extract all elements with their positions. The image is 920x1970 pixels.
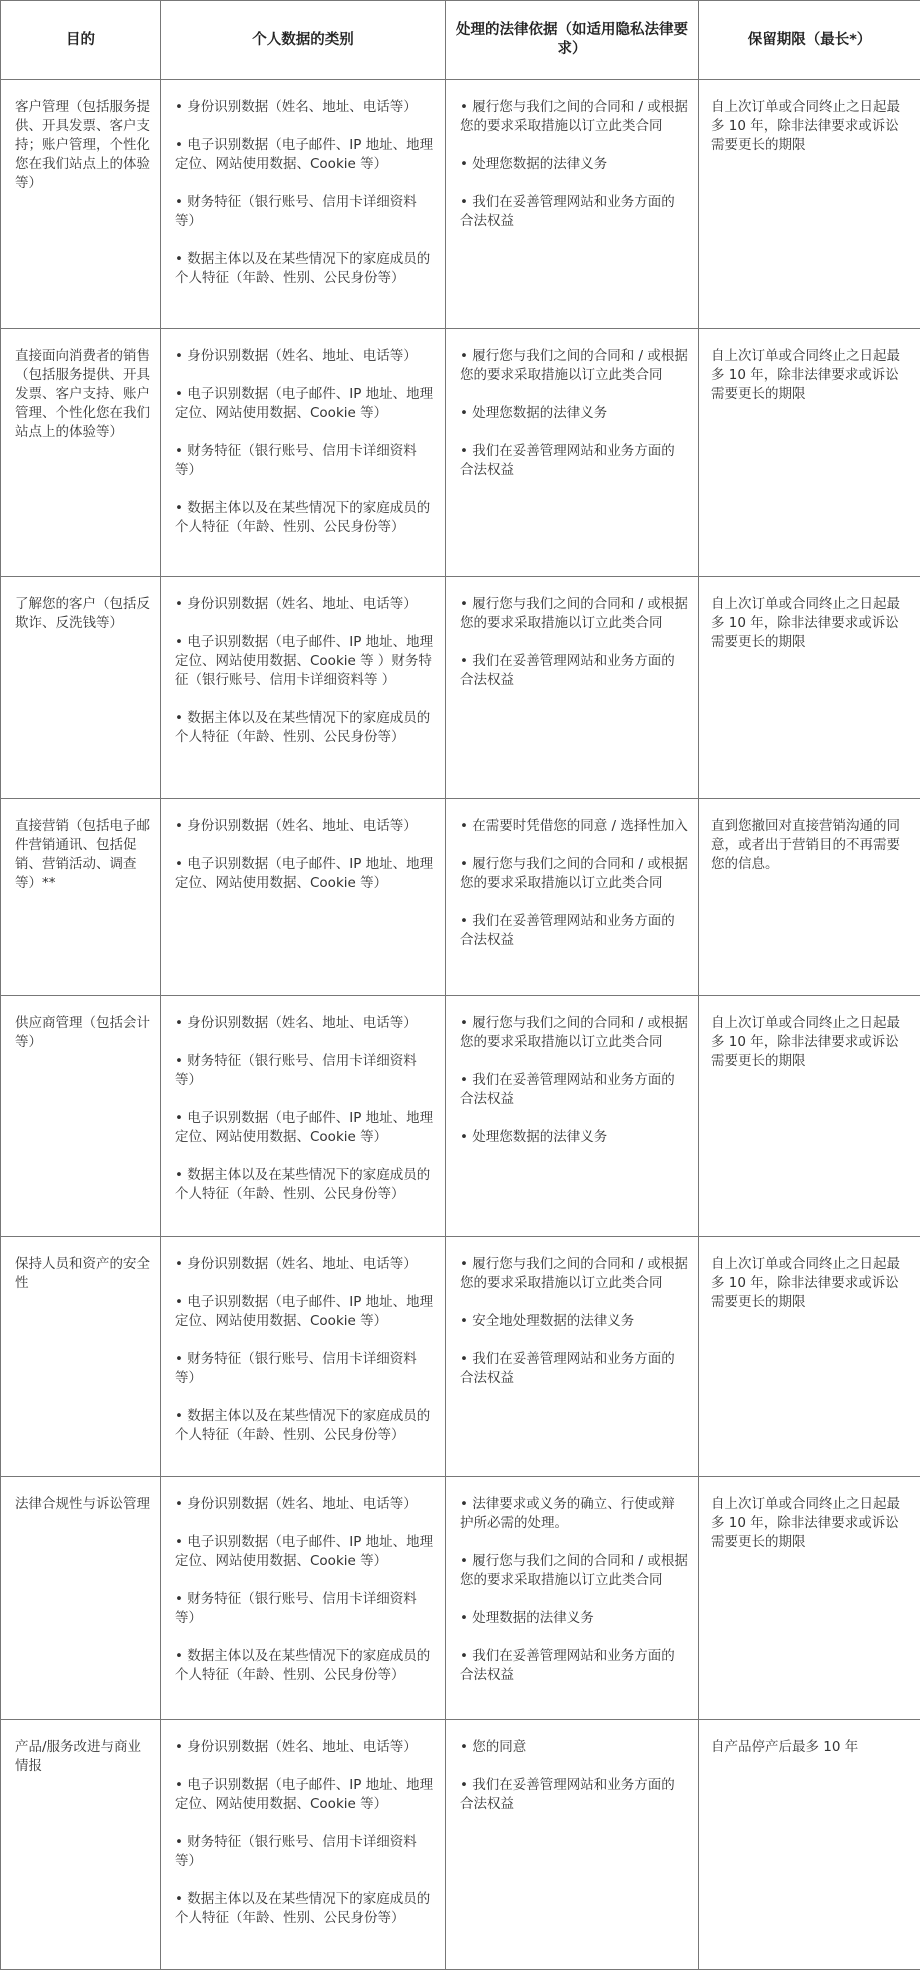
retention-cell: 自上次订单或合同终止之日起最多 10 年，除非法律要求或诉讼需要更长的期限 (699, 1237, 920, 1477)
table-row (1, 1237, 920, 1477)
purpose-cell: 直接面向消费者的销售（包括服务提供、开具发票、客户支持、账户管理、个性化您在我们站点上的体验等） (1, 329, 161, 577)
list-item: • 身份识别数据（姓名、地址、电话等） (175, 1738, 435, 1757)
list-item: • 身份识别数据（姓名、地址、电话等） (175, 1495, 435, 1514)
list-item: • 在需要时凭借您的同意 / 选择性加入 (460, 817, 688, 836)
list-item: • 履行您与我们之间的合同和 / 或根据您的要求采取措施以订立此类合同 (460, 1255, 688, 1293)
retention-cell: 自上次订单或合同终止之日起最多 10 年，除非法律要求或诉讼需要更长的期限 (699, 1477, 920, 1720)
table-header-row (1, 1, 920, 80)
list-item: • 电子识别数据（电子邮件、IP 地址、地理定位、网站使用数据、Cookie 等） (175, 1109, 435, 1147)
legal-basis-cell (446, 577, 699, 799)
list-item: • 处理您数据的法律义务 (460, 404, 688, 423)
purpose-cell: 了解您的客户（包括反欺诈、反洗钱等） (1, 577, 161, 799)
header-retention: 保留期限（最长*） (699, 1, 920, 80)
list-item: • 财务特征（银行账号、信用卡详细资料等） (175, 1590, 435, 1628)
legal-basis-list (460, 817, 688, 950)
list-item: • 身份识别数据（姓名、地址、电话等） (175, 98, 435, 117)
legal-basis-cell (446, 329, 699, 577)
categories-cell (161, 329, 446, 577)
list-item: • 法律要求或义务的确立、行使或辩护所必需的处理。 (460, 1495, 688, 1533)
categories-cell (161, 1237, 446, 1477)
list-item: • 我们在妥善管理网站和业务方面的合法权益 (460, 912, 688, 950)
categories-cell (161, 1720, 446, 1970)
list-item: • 我们在妥善管理网站和业务方面的合法权益 (460, 193, 688, 231)
purpose-cell: 客户管理（包括服务提供、开具发票、客户支持；账户管理，个性化您在我们站点上的体验等） (1, 80, 161, 329)
legal-basis-cell (446, 996, 699, 1237)
list-item: • 电子识别数据（电子邮件、IP 地址、地理定位、网站使用数据、Cookie 等） (175, 1533, 435, 1571)
list-item: • 我们在妥善管理网站和业务方面的合法权益 (460, 1071, 688, 1109)
purpose-cell: 供应商管理（包括会计等） (1, 996, 161, 1237)
list-item: • 电子识别数据（电子邮件、IP 地址、地理定位、网站使用数据、Cookie 等） (175, 385, 435, 423)
list-item: • 数据主体以及在某些情况下的家庭成员的个人特征（年龄、性别、公民身份等） (175, 1647, 435, 1685)
list-item: • 身份识别数据（姓名、地址、电话等） (175, 1014, 435, 1033)
table-row (1, 1720, 920, 1970)
legal-basis-cell (446, 1720, 699, 1970)
purpose-cell: 产品/服务改进与商业情报 (1, 1720, 161, 1970)
legal-basis-list (460, 1738, 688, 1814)
categories-list (175, 1014, 435, 1204)
legal-basis-cell (446, 80, 699, 329)
list-item: • 我们在妥善管理网站和业务方面的合法权益 (460, 1776, 688, 1814)
legal-basis-list (460, 1495, 688, 1685)
legal-basis-cell (446, 1237, 699, 1477)
categories-list (175, 1738, 435, 1928)
table-row (1, 799, 920, 996)
table-row (1, 329, 920, 577)
list-item: • 履行您与我们之间的合同和 / 或根据您的要求采取措施以订立此类合同 (460, 855, 688, 893)
legal-basis-cell (446, 1477, 699, 1720)
list-item: • 我们在妥善管理网站和业务方面的合法权益 (460, 442, 688, 480)
purpose-cell: 保持人员和资产的安全性 (1, 1237, 161, 1477)
list-item: • 我们在妥善管理网站和业务方面的合法权益 (460, 652, 688, 690)
table-row (1, 80, 920, 329)
list-item: • 财务特征（银行账号、信用卡详细资料等） (175, 1052, 435, 1090)
list-item: • 身份识别数据（姓名、地址、电话等） (175, 347, 435, 366)
header-legal-basis: 处理的法律依据（如适用隐私法律要求） (446, 1, 699, 80)
header-purpose: 目的 (1, 1, 161, 80)
list-item: • 履行您与我们之间的合同和 / 或根据您的要求采取措施以订立此类合同 (460, 1014, 688, 1052)
list-item: • 财务特征（银行账号、信用卡详细资料等） (175, 1350, 435, 1388)
list-item: • 履行您与我们之间的合同和 / 或根据您的要求采取措施以订立此类合同 (460, 595, 688, 633)
list-item: • 安全地处理数据的法律义务 (460, 1312, 688, 1331)
list-item: • 电子识别数据（电子邮件、IP 地址、地理定位、网站使用数据、Cookie 等 ）财务特征（银行账号、信用卡详细资料等 ） (175, 633, 435, 690)
categories-list (175, 595, 435, 747)
legal-basis-list (460, 595, 688, 690)
list-item: • 财务特征（银行账号、信用卡详细资料等） (175, 1833, 435, 1871)
categories-list (175, 98, 435, 288)
legal-basis-list (460, 347, 688, 480)
categories-cell (161, 996, 446, 1237)
retention-cell: 自上次订单或合同终止之日起最多 10 年，除非法律要求或诉讼需要更长的期限 (699, 577, 920, 799)
retention-cell: 自上次订单或合同终止之日起最多 10 年，除非法律要求或诉讼需要更长的期限 (699, 329, 920, 577)
categories-cell (161, 80, 446, 329)
categories-cell (161, 577, 446, 799)
list-item: • 数据主体以及在某些情况下的家庭成员的个人特征（年龄、性别、公民身份等） (175, 1407, 435, 1445)
table-row (1, 577, 920, 799)
legal-basis-list (460, 1255, 688, 1388)
purpose-cell: 直接营销（包括电子邮件营销通讯、包括促销、营销活动、调查等）** (1, 799, 161, 996)
list-item: • 我们在妥善管理网站和业务方面的合法权益 (460, 1647, 688, 1685)
list-item: • 数据主体以及在某些情况下的家庭成员的个人特征（年龄、性别、公民身份等） (175, 1166, 435, 1204)
retention-cell: 直到您撤回对直接营销沟通的同意，或者出于营销目的不再需要您的信息。 (699, 799, 920, 996)
categories-list (175, 1255, 435, 1445)
list-item: • 我们在妥善管理网站和业务方面的合法权益 (460, 1350, 688, 1388)
list-item: • 履行您与我们之间的合同和 / 或根据您的要求采取措施以订立此类合同 (460, 1552, 688, 1590)
list-item: • 处理您数据的法律义务 (460, 1128, 688, 1147)
legal-basis-cell (446, 799, 699, 996)
legal-basis-list (460, 1014, 688, 1147)
list-item: • 身份识别数据（姓名、地址、电话等） (175, 1255, 435, 1274)
list-item: • 身份识别数据（姓名、地址、电话等） (175, 817, 435, 836)
list-item: • 数据主体以及在某些情况下的家庭成员的个人特征（年龄、性别、公民身份等） (175, 1890, 435, 1928)
header-categories: 个人数据的类别 (161, 1, 446, 80)
list-item: • 您的同意 (460, 1738, 688, 1757)
retention-cell: 自上次订单或合同终止之日起最多 10 年，除非法律要求或诉讼需要更长的期限 (699, 80, 920, 329)
categories-cell (161, 1477, 446, 1720)
list-item: • 履行您与我们之间的合同和 / 或根据您的要求采取措施以订立此类合同 (460, 347, 688, 385)
list-item: • 电子识别数据（电子邮件、IP 地址、地理定位、网站使用数据、Cookie 等） (175, 855, 435, 893)
legal-basis-list (460, 98, 688, 231)
list-item: • 处理数据的法律义务 (460, 1609, 688, 1628)
categories-list (175, 817, 435, 893)
list-item: • 财务特征（银行账号、信用卡详细资料等） (175, 193, 435, 231)
purpose-cell: 法律合规性与诉讼管理 (1, 1477, 161, 1720)
retention-cell: 自产品停产后最多 10 年 (699, 1720, 920, 1970)
list-item: • 数据主体以及在某些情况下的家庭成员的个人特征（年龄、性别、公民身份等） (175, 709, 435, 747)
list-item: • 电子识别数据（电子邮件、IP 地址、地理定位、网站使用数据、Cookie 等） (175, 136, 435, 174)
list-item: • 电子识别数据（电子邮件、IP 地址、地理定位、网站使用数据、Cookie 等） (175, 1293, 435, 1331)
list-item: • 数据主体以及在某些情况下的家庭成员的个人特征（年龄、性别、公民身份等） (175, 250, 435, 288)
categories-list (175, 1495, 435, 1685)
table-row (1, 1477, 920, 1720)
list-item: • 财务特征（银行账号、信用卡详细资料等） (175, 442, 435, 480)
table-row (1, 996, 920, 1237)
categories-list (175, 347, 435, 537)
categories-cell (161, 799, 446, 996)
list-item: • 电子识别数据（电子邮件、IP 地址、地理定位、网站使用数据、Cookie 等） (175, 1776, 435, 1814)
retention-cell: 自上次订单或合同终止之日起最多 10 年，除非法律要求或诉讼需要更长的期限 (699, 996, 920, 1237)
list-item: • 履行您与我们之间的合同和 / 或根据您的要求采取措施以订立此类合同 (460, 98, 688, 136)
list-item: • 身份识别数据（姓名、地址、电话等） (175, 595, 435, 614)
list-item: • 处理您数据的法律义务 (460, 155, 688, 174)
list-item: • 数据主体以及在某些情况下的家庭成员的个人特征（年龄、性别、公民身份等） (175, 499, 435, 537)
